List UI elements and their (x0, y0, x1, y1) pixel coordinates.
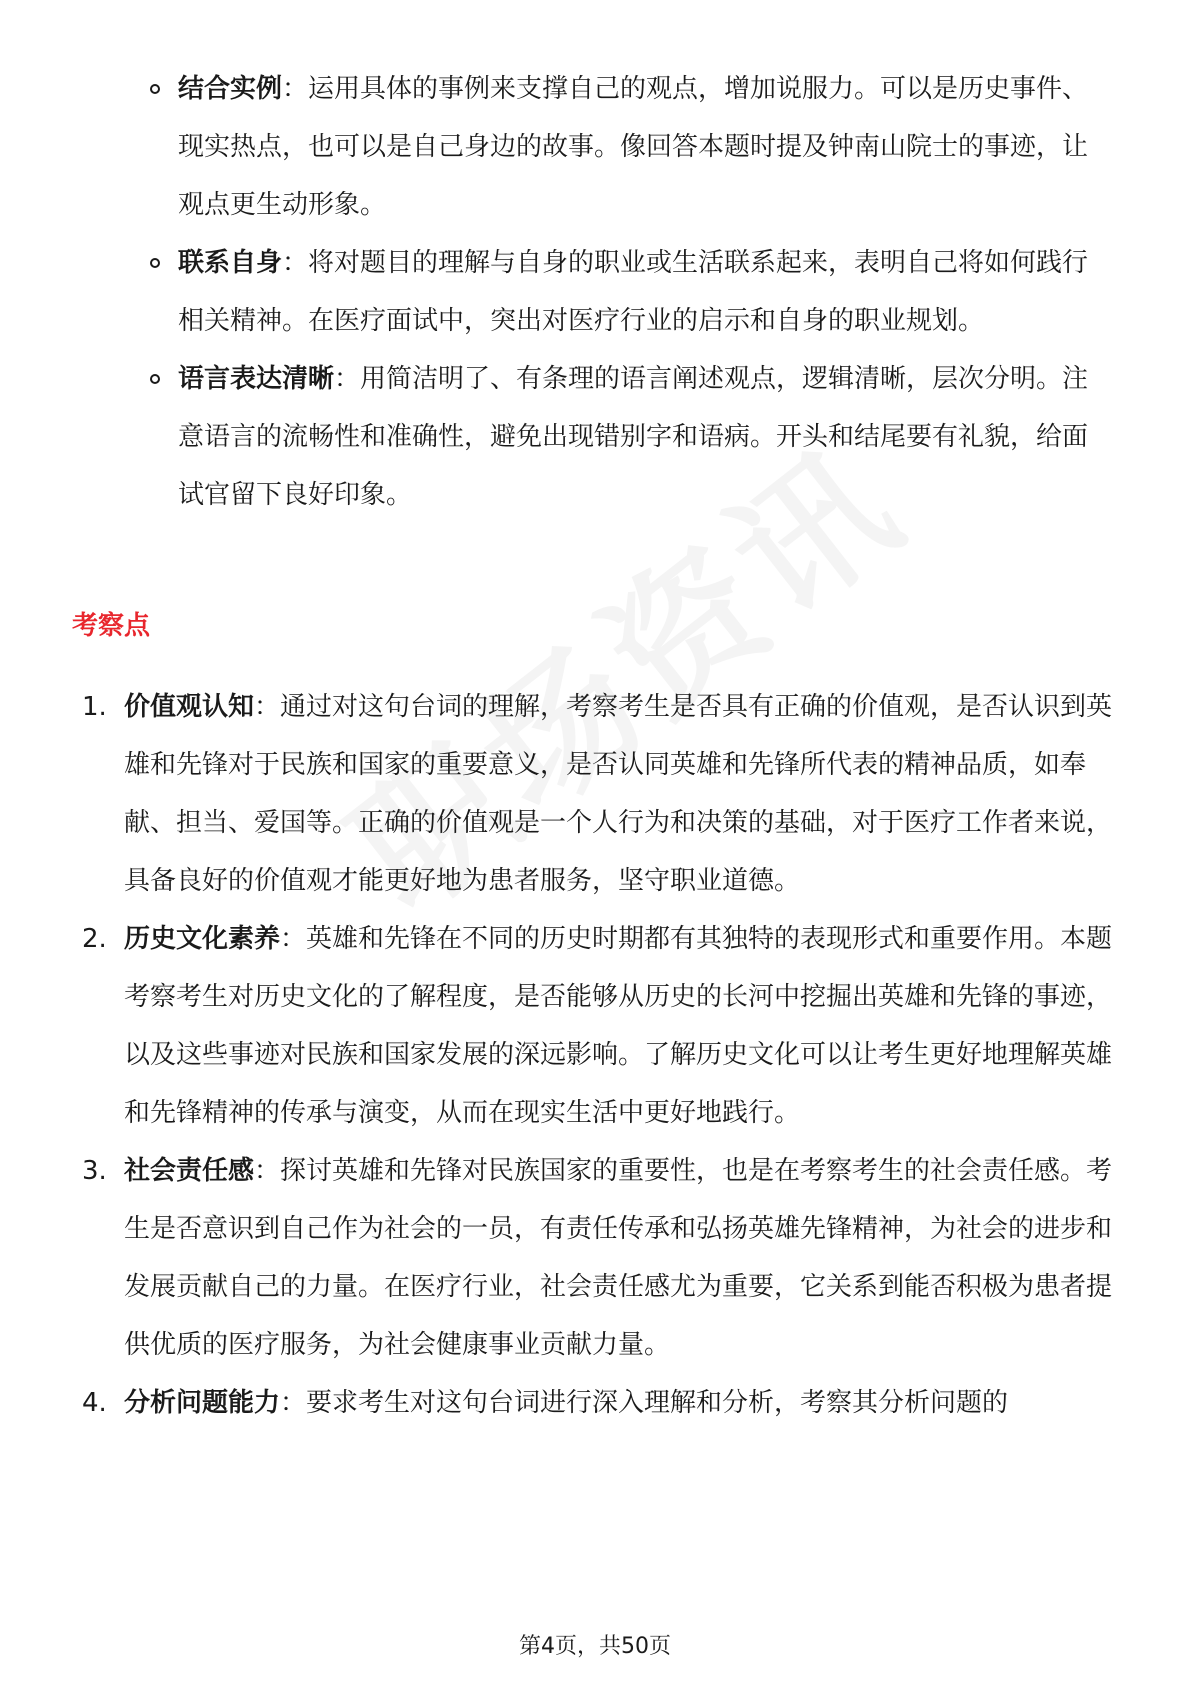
list-item (148, 350, 1108, 524)
list-item (82, 910, 1122, 1142)
list-number: 3. (82, 1156, 107, 1186)
tip-term: 结合实例 (178, 74, 283, 104)
assessment-points-list (82, 678, 1122, 1432)
point-term: 价值观认知 (124, 692, 255, 722)
point-term: 分析问题能力 (124, 1388, 281, 1418)
hollow-bullet-icon (150, 84, 160, 94)
hollow-bullet-icon (150, 258, 160, 268)
point-text: ：通过对这句台词的理解，考察考生是否具有正确的价值观，是否认识到英雄和先锋对于民族和国家的重要意义，是否认同英雄和先锋所代表的精神品质，如奉献、担当、爱国等。正确的价值观是一个人行为和决策的基础，对于医疗工作者来说，具备良好的价值观才能更好地为患者服务，坚守职业道德。 (124, 692, 1113, 896)
tip-term: 联系自身 (178, 248, 283, 278)
point-text: ：探讨英雄和先锋对民族国家的重要性，也是在考察考生的社会责任感。考生是否意识到自己作为社会的一员，有责任传承和弘扬英雄先锋精神，为社会的进步和发展贡献自己的力量。在医疗行业，社会责任感尤为重要，它关系到能否积极为患者提供优质的医疗服务，为社会健康事业贡献力量。 (124, 1156, 1113, 1360)
tip-text: ：将对题目的理解与自身的职业或生活联系起来，表明自己将如何践行相关精神。在医疗面试中，突出对医疗行业的启示和自身的职业规划。 (178, 248, 1089, 336)
point-term: 历史文化素养 (124, 924, 281, 954)
tip-text: ：用简洁明了、有条理的语言阐述观点，逻辑清晰，层次分明。注意语言的流畅性和准确性，避免出现错别字和语病。开头和结尾要有礼貌，给面试官留下良好印象。 (178, 364, 1089, 510)
list-number: 1. (82, 692, 107, 722)
list-item (148, 60, 1108, 234)
point-text: ：要求考生对这句台词进行深入理解和分析，考察其分析问题的 (280, 1388, 1009, 1418)
point-text: ：英雄和先锋在不同的历史时期都有其独特的表现形式和重要作用。本题考察考生对历史文化的了解程度，是否能够从历史的长河中挖掘出英雄和先锋的事迹，以及这些事迹对民族和国家发展的深远影响。了解历史文化可以让考生更好地理解英雄和先锋精神的传承与演变，从而在现实生活中更好地践行。 (124, 924, 1113, 1128)
answer-tips-list (148, 60, 1108, 524)
list-number: 4. (82, 1388, 107, 1418)
section-heading: 考察点 (72, 611, 151, 641)
tip-term: 语言表达清晰 (178, 364, 335, 394)
hollow-bullet-icon (150, 374, 160, 384)
page-footer: 第4页，共50页 (519, 1634, 671, 1659)
list-item (82, 1374, 1122, 1432)
tip-text: ：运用具体的事例来支撑自己的观点，增加说服力。可以是历史事件、现实热点，也可以是自己身边的故事。像回答本题时提及钟南山院士的事迹，让观点更生动形象。 (178, 74, 1089, 220)
point-term: 社会责任感 (124, 1156, 255, 1186)
list-number: 2. (82, 924, 107, 954)
list-item (82, 678, 1122, 910)
list-item (148, 234, 1108, 350)
list-item (82, 1142, 1122, 1374)
